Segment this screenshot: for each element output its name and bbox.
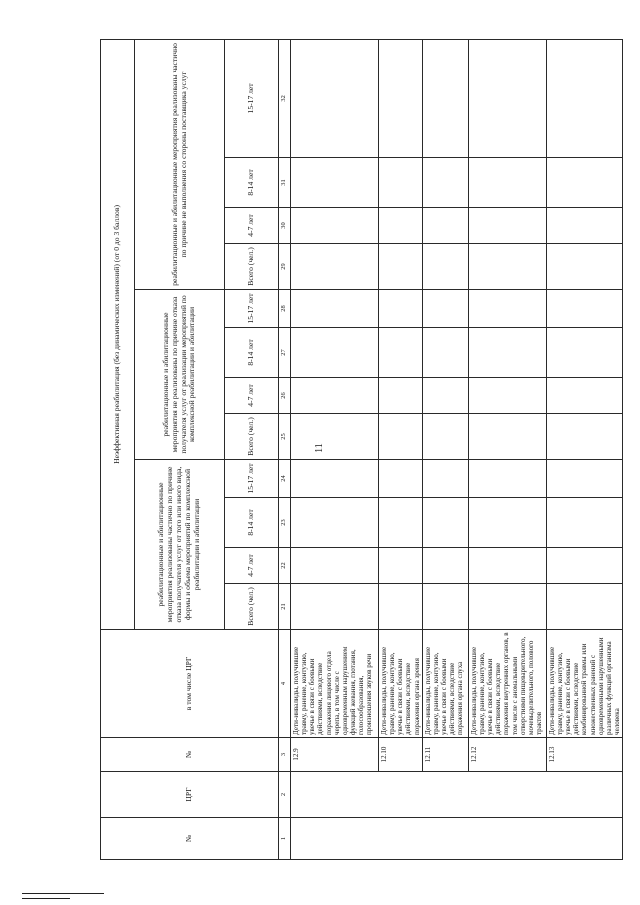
index-cell: 28 — [279, 290, 291, 328]
row-number: 12.9 — [291, 738, 379, 772]
scan-artifact-line — [22, 893, 104, 894]
table-row — [422, 39, 468, 859]
index-cell: 1 — [279, 818, 291, 860]
header-main-title: Неэффективная реабилитация (без динамических изменений) (от 0 до 3 баллов) — [101, 39, 135, 629]
row-condition-text: Дети-инвалиды, получившие травму, ранение, контузию, увечье в связи с боевыми действиями, вследствие поражения лицевого отдела черепа, в том числе с одновременным нарушением функций жевания, глотания, голосообразования, произношения звуков речи — [291, 630, 379, 738]
index-cell: 22 — [279, 548, 291, 584]
header-g1-15-17: 15-17 лет — [225, 460, 279, 498]
header-group-provider-failure: реабилитационные и абилитационные мероприятия реализованы частично по причине не выполнения со стороны поставщика услуг — [135, 39, 225, 289]
index-cell: 30 — [279, 208, 291, 244]
row-no-cell — [291, 818, 623, 860]
header-group-partial-refusal: реабилитационные и абилитационные мероприятия реализованы частично по причине отказа получателя услуг от того или иного вида, формы и объема мероприятий по комплексной реабилитации и абилитации — [135, 460, 225, 630]
index-row — [279, 39, 291, 859]
row-number: 12.13 — [546, 738, 622, 772]
index-cell: 31 — [279, 158, 291, 208]
header-g1-total: Всего (чел.) — [225, 584, 279, 630]
index-cell: 2 — [279, 772, 291, 818]
table-row — [291, 39, 379, 859]
header-no: № — [101, 818, 279, 860]
header-g2-total: Всего (чел.) — [225, 414, 279, 460]
header-g3-total: Всего (чел.) — [225, 244, 279, 290]
page-number: 11 — [314, 443, 325, 453]
row-condition-text: Дети-инвалиды, получившие травму, ранение, контузию, увечье в связи с боевыми действиями, вследствие поражения внутренних органов, в том числе с аномальными отверстиями пищеварительного, мочевыделительного, полового трактов — [468, 630, 546, 738]
row-cpg-cell — [291, 772, 623, 818]
index-cell: 32 — [279, 39, 291, 157]
index-cell: 24 — [279, 460, 291, 498]
rotated-table-container — [100, 40, 622, 860]
header-sub-no: № — [101, 738, 279, 772]
index-cell: 27 — [279, 328, 291, 378]
header-g3-8-14: 8-14 лет — [225, 158, 279, 208]
header-cpg: ЦРГ — [101, 772, 279, 818]
index-cell: 29 — [279, 244, 291, 290]
index-cell: 26 — [279, 378, 291, 414]
table-row — [468, 39, 546, 859]
header-g1-8-14: 8-14 лет — [225, 498, 279, 548]
index-cell: 4 — [279, 630, 291, 738]
header-g3-15-17: 15-17 лет — [225, 39, 279, 157]
header-g1-4-7: 4-7 лет — [225, 548, 279, 584]
header-g2-8-14: 8-14 лет — [225, 328, 279, 378]
header-g2-4-7: 4-7 лет — [225, 378, 279, 414]
rehabilitation-table — [100, 39, 623, 860]
index-cell: 23 — [279, 498, 291, 548]
table-row — [379, 39, 423, 859]
row-number: 12.11 — [422, 738, 468, 772]
header-g3-4-7: 4-7 лет — [225, 208, 279, 244]
header-sub-cpg: в том числе ЦРГ — [101, 630, 279, 738]
header-g2-15-17: 15-17 лет — [225, 290, 279, 328]
header-group-not-implemented: реабилитационные и абилитационные мероприятия не реализованы по причине отказа получателя услуг от реализации мероприятий по комплексной реабилитации и абилитации — [135, 290, 225, 460]
index-cell: 25 — [279, 414, 291, 460]
index-cell: 3 — [279, 738, 291, 772]
row-condition-text: Дети-инвалиды, получившие травму, ранение, контузию, увечье в связи с боевыми действиями, вследствие поражения органа слуха — [422, 630, 468, 738]
row-condition-text: Дети-инвалиды, получившие травму, ранение, контузию, увечье в связи с боевыми действиями, вследствие комбинированной травмы или множественных ранений с одновременными нарушенными различных функций организма человека — [546, 630, 622, 738]
row-number: 12.12 — [468, 738, 546, 772]
row-number: 12.10 — [379, 738, 423, 772]
index-cell: 21 — [279, 584, 291, 630]
scan-artifact-line — [22, 898, 70, 899]
table-row — [546, 39, 622, 859]
row-condition-text: Дети-инвалиды, получившие травму, ранение, контузию, увечье в связи с боевыми действиями, вследствие поражения органа зрения — [379, 630, 423, 738]
